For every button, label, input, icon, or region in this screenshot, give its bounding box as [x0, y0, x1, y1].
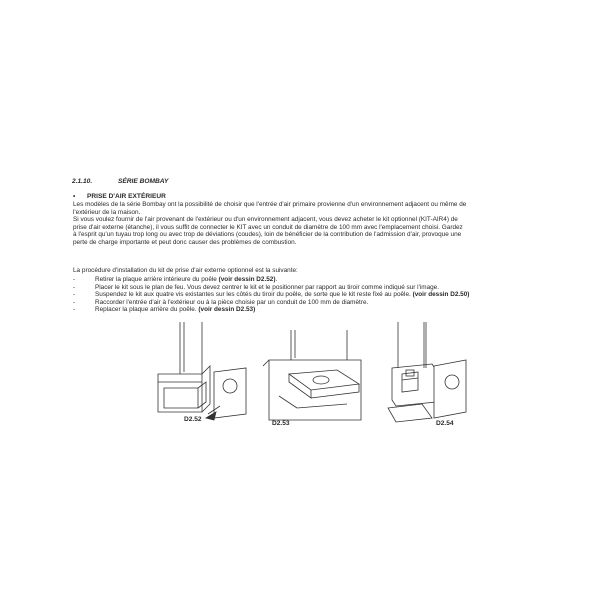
figure-caption: D2.54	[436, 420, 454, 427]
subsection-heading	[73, 193, 166, 200]
drawing-reference: (voir dessin D2.50)	[412, 291, 470, 298]
section-heading	[72, 178, 168, 185]
intro-line: prise d'air externe (étanche), il vous suffit de connecter le KIT avec un conduit de diamètre de 100 mm avec l'emplacement choisi. Gardez	[73, 223, 463, 231]
intro-paragraph	[73, 201, 543, 246]
intro-line: Les modèles de la série Bombay ont la possibilité de choisir que l'entrée d'air primaire provienne d'un environnement adjacent ou même de	[73, 201, 467, 208]
intro-line: perte de charge importante et peut donc causer des problèmes de combustion.	[73, 238, 297, 246]
procedure-step: - Placer le kit sous le plan de feu. Vous devez centrer le kit et le positionner par rapport au tiroir comme indiqué sur l'image.	[73, 283, 440, 291]
figure-caption: D2.53	[272, 420, 290, 427]
bullet-icon: •	[73, 193, 76, 200]
drawing-reference: (voir dessin D2.52)	[218, 276, 276, 283]
procedure-step: - Replacer la plaque arrière du poêle. (voir dessin D2.53)	[73, 306, 256, 313]
intro-line: Si vous voulez fournir de l'air provenant de l'extérieur ou d'un environnement adjacent, vous devez acheter le kit optionnel (KIT-AIR4) de	[73, 216, 458, 223]
procedure-step: - Raccorder l'entrée d'air à l'extérieur ou à la pièce choisie par un conduit de 100 mm de diamètre.	[73, 298, 369, 306]
figure-caption: D2.52	[184, 416, 202, 423]
kit-under-fire-plate-drawing	[263, 330, 375, 426]
figure-d2-54	[372, 322, 472, 428]
section-title: SÉRIE BOMBAY	[118, 178, 169, 185]
air-duct-connection-drawing	[372, 322, 472, 428]
figure-d2-52	[150, 322, 260, 430]
procedure-intro: La procédure d'installation du kit de prise d'air externe optionnel est la suivante:	[73, 267, 298, 274]
procedure-step: - Suspendez le kit aux quatre vis existantes sur les côtés du tiroir du poêle, de sorte que le kit reste fixé au poêle. (voir dessin D2.50)	[73, 291, 470, 298]
drawing-reference: (voir dessin D2.53)	[198, 306, 256, 313]
figure-d2-53	[263, 330, 375, 426]
intro-line: à l'esprit qu'un tuyau trop long ou avec trop de déviations (coudes), loin de bénéficier de la contribution de l'admission d'air, provoque une	[73, 231, 462, 238]
stove-rear-plate-drawing	[150, 322, 260, 430]
procedure-step: - Retirer la plaque arrière intérieure du poêle (voir dessin D2.52).	[73, 276, 278, 283]
intro-line: l'extérieur de la maison.	[73, 208, 141, 216]
procedure-steps	[73, 276, 543, 314]
section-number: 2.1.10.	[72, 178, 93, 185]
subsection-title: PRISE D'AIR EXTÉRIEUR	[87, 193, 166, 200]
